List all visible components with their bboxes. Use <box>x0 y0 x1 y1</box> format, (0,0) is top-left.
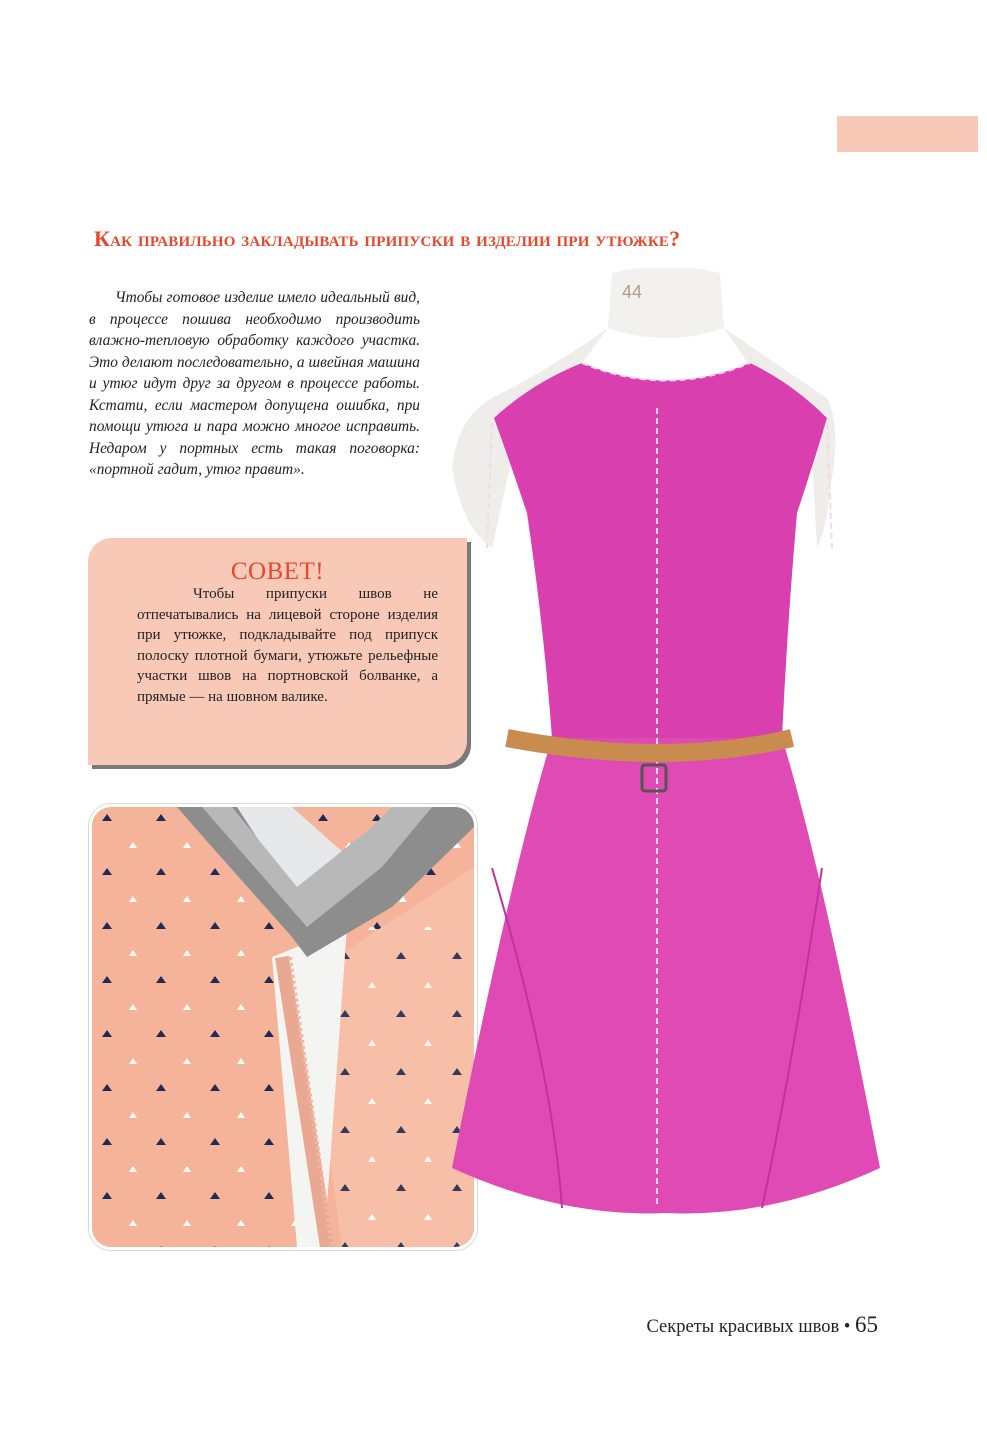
tip-box <box>88 538 467 765</box>
page-footer <box>560 1312 878 1338</box>
dress-illustration <box>432 268 900 1243</box>
footer-book-title: Секреты красивых швов <box>646 1317 840 1337</box>
tip-title: СОВЕТ! <box>230 558 325 585</box>
intro-paragraph: Чтобы готовое изделие имело идеальный вид, в процессе пошива необходимо производить влажно-тепловую обработку каждого участка. Это делают последовательно, а швейная машина и утюг идут друг за другом в процессе работы. Кстати, если мастером допущена ошибка, при помощи утюга и пара можно многое исправить. Недаром у портных есть такая поговорка: «портной гадит, утюг правит». <box>89 289 420 478</box>
corner-color-tab <box>837 116 978 152</box>
page-number: 65 <box>855 1312 878 1337</box>
footer-separator: • <box>843 1317 851 1337</box>
dress-on-mannequin-photo <box>432 268 900 1243</box>
iron-seam-illustration <box>92 807 474 1247</box>
mannequin-size-label: 44 <box>622 282 643 302</box>
tip-text: Чтобы припуски швов не отпечатывались на лицевой стороне изделия при утюжке, подкладывайте под припуск полоску плотной бумаги, утюжьте рельефные участки швов на портновской болванке, а прямые — на шовном валике. <box>137 586 438 705</box>
page-heading: Как правильно закладывать припуски в изделии при утюжке? <box>94 226 681 251</box>
iron-seam-photo <box>89 804 477 1250</box>
